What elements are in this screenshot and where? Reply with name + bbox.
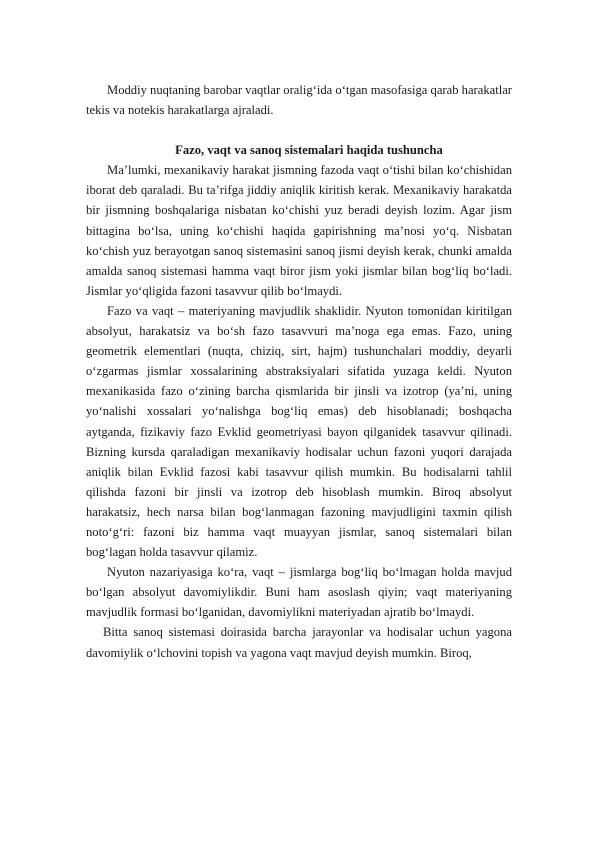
body-paragraph-1: Ma’lumki, mexanikaviy harakat jismning fazoda vaqt o‘tishi bilan ko‘chishidan iborat deb qaraladi. Bu ta’rifga jiddiy aniqlik kiritish kerak. Mexanikaviy harakatda bir jismning boshqalariga nisbatan ko‘chishi yuz beradi deyish lozim. Agar jism bittagina bo‘lsa, uning ko‘chishi haqida gapirishning ma’nosi yo‘q. Nisbatan ko‘chish yuz berayotgan sanoq sistemasini sanoq jismi deyish kerak, chunki amalda amalda sanoq sistemasi hamma vaqt biror jism yoki jismlar bilan bog‘liq bo‘ladi. Jismlar yo‘qligida fazoni tasavvur qilib bo‘lmaydi. — [86, 163, 512, 298]
section-heading: Fazo, vaqt va sanoq sistemalari haqida tushuncha — [175, 143, 443, 158]
page-content — [86, 80, 512, 663]
body-paragraph-4: Bitta sanoq sistemasi doirasida barcha jarayonlar va hodisalar uchun yagona davomiylik o‘lchovini topish va yagona vaqt mavjud deyish mumkin. Biroq, — [86, 625, 512, 660]
paragraph-spacer — [86, 120, 512, 140]
body-paragraph-2: Fazo va vaqt – materiyaning mavjudlik shaklidir. Nyuton tomonidan kiritilgan absolyut, harakatsiz va bo‘sh fazo tasavvuri ma’noga ega emas. Fazo, uning geometrik elementlari (nuqta, chiziq, sirt, hajm) tushunchalari moddiy, deyarli o‘zgarmas jismlar xossalarining abstraksiyalari sifatida yuzaga keldi. Nyuton mexanikasida fazo o‘zining barcha qismlarida bir jinsli va izotrop (ya’ni, uning yo‘nalishi xossalari yo‘nalishga bog‘liq emas) deb hisoblanadi; boshqacha aytganda, fizikaviy fazo Evklid geometriyasi bayon qilganidek tasavvur qilinadi. Bizning kursda qaraladigan mexanikaviy hodisalar uchun fazoni yuqori darajada aniqlik bilan Evklid fazosi kabi tasavvur qilish mumkin. Bu hodisalarni tahlil qilishda fazoni bir jinsli va izotrop deb hisoblash mumkin. Biroq absolyut harakatsiz, hech narsa bilan bog‘lanmagan fazoning mavjudligini taxmin qilish noto‘g‘ri: fazoni biz hamma vaqt muayyan jismlar, sanoq sistemalari bilan bog‘lagan holda tasavvur qilamiz. — [86, 303, 512, 560]
intro-paragraph: Moddiy nuqtaning barobar vaqtlar oralig‘ida o‘tgan masofasiga qarab harakatlar tekis va notekis harakatlarga ajraladi. — [86, 83, 512, 118]
body-paragraph-3: Nyuton nazariyasiga ko‘ra, vaqt – jismlarga bog‘liq bo‘lmagan holda mavjud bo‘lgan absolyut davomiylikdir. Buni ham asoslash qiyin; vaqt materiyaning mavjudlik formasi bo‘lganidan, davomiylikni materiyadan ajratib bo‘lmaydi. — [86, 565, 512, 620]
